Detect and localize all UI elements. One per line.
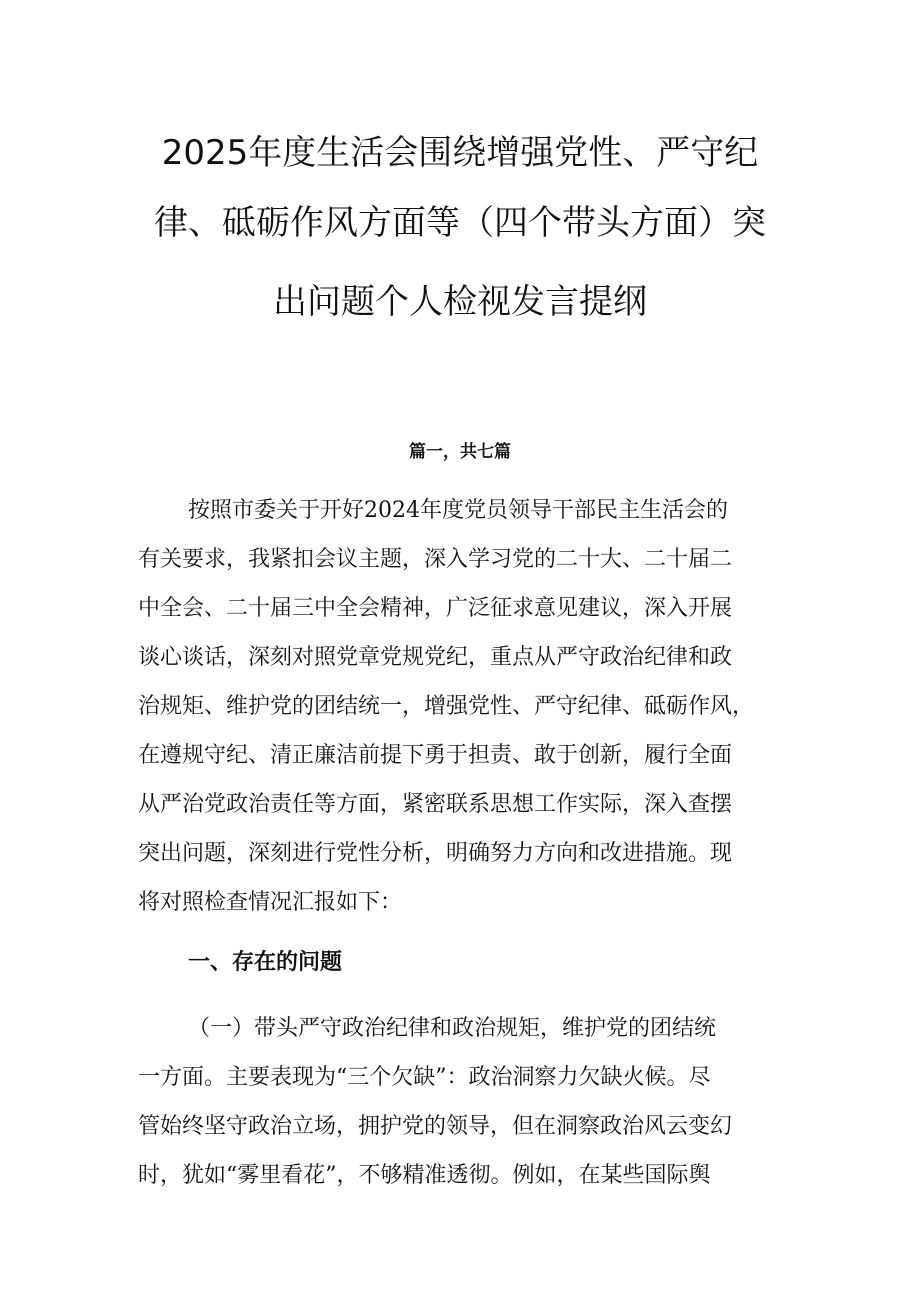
section-heading: 一、存在的问题 (188, 950, 343, 975)
section-line-2: 一方面。主要表现为“三个欠缺”：政治洞察力欠缺火候。尽 (138, 1065, 711, 1090)
title-line-2: 律、砥砺作风方面等（四个带头方面）突 (154, 203, 766, 243)
intro-line-4: 谈心谈话，深刻对照党章党规党纪，重点从严守政治纪律和政 (138, 645, 733, 670)
title-line-3: 出问题个人检视发言提纲 (273, 282, 647, 322)
intro-line-3: 中全会、二十届三中全会精神，广泛征求意见建议，深入开展 (138, 596, 733, 621)
intro-line-8: 突出问题，深刻进行党性分析，明确努力方向和改进措施。现 (138, 841, 733, 866)
intro-line-9: 将对照检查情况汇报如下： (138, 890, 403, 915)
intro-line-6: 在遵规守纪、清正廉洁前提下勇于担责、敢于创新，履行全面 (138, 743, 733, 768)
section-line-3: 管始终坚守政治立场，拥护党的领导，但在洞察政治风云变幻 (138, 1114, 733, 1139)
title-line-1: 2025年度生活会围绕增强党性、严守纪 (161, 133, 759, 173)
section-line-4: 时，犹如“雾里看花”，不够精准透彻。例如，在某些国际舆 (138, 1163, 711, 1188)
subtitle: 篇一，共七篇 (409, 442, 511, 462)
intro-line-2: 有关要求，我紧扣会议主题，深入学习党的二十大、二十届二 (138, 547, 733, 572)
section-line-1: （一）带头严守政治纪律和政治规矩，维护党的团结统 (188, 1016, 717, 1041)
intro-line-7: 从严治党政治责任等方面，紧密联系思想工作实际，深入查摆 (138, 792, 733, 817)
intro-line-5: 治规矩、维护党的团结统一，增强党性、严守纪律、砥砺作风， (138, 694, 755, 719)
intro-line-1: 按照市委关于开好2024年度党员领导干部民主生活会的 (188, 498, 728, 523)
